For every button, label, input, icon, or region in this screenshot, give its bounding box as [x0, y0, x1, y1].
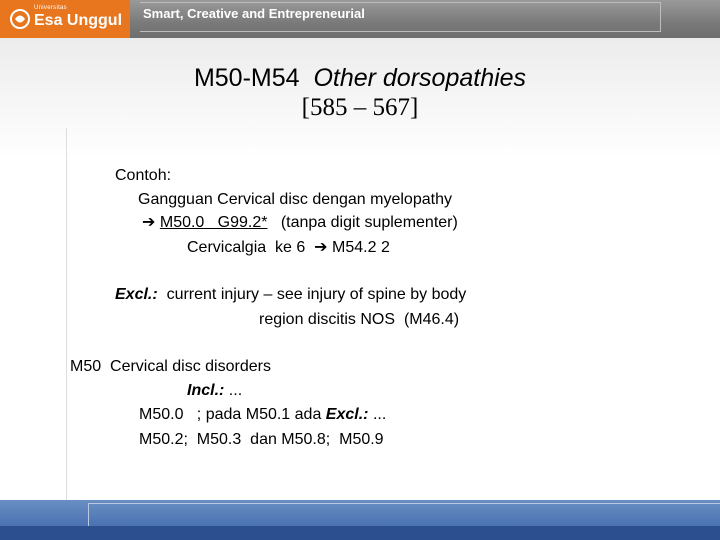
excl-line-1	[115, 285, 466, 305]
logo-name: Esa Unggul	[34, 12, 123, 29]
m50-incl	[187, 381, 242, 401]
contoh-code-2: M54.2 2	[332, 239, 390, 256]
incl-label: Incl.:	[187, 382, 225, 399]
m50-line-2: M50.2; M50.3 dan M50.8; M50.9	[139, 431, 384, 448]
university-logo	[0, 0, 130, 38]
excl-text-1: current injury – see injury of spine by body	[166, 286, 467, 303]
contoh-line-2	[142, 213, 458, 233]
header-banner	[0, 0, 720, 38]
excl-line-2: region discitis NOS (M46.4)	[259, 311, 460, 328]
m50-line-1-end: ...	[372, 406, 387, 423]
contoh-line-1: Gangguan Cervical disc dengan myelopathy	[138, 191, 452, 208]
slide-title	[0, 64, 720, 92]
contoh-label: Contoh:	[115, 167, 172, 184]
excl-label: Excl.:	[115, 286, 158, 303]
slide-page-range: [585 – 567]	[301, 94, 419, 121]
logo-small-text: Universitas	[34, 5, 67, 11]
contoh-line-3	[187, 238, 390, 258]
m50-line-1-excl: Excl.:	[325, 406, 369, 423]
contoh-note: (tanpa digit suplementer)	[280, 214, 458, 231]
contoh-code: M50.0 G99.2*	[159, 214, 268, 231]
footer-frame	[88, 503, 720, 527]
title-name: Other dorsopathies	[313, 64, 527, 92]
m50-line-1	[139, 405, 386, 425]
contoh-cervicalgia: Cervicalgia ke 6	[187, 239, 306, 256]
incl-value: ...	[228, 382, 243, 399]
m50-code: M50	[70, 358, 102, 375]
title-code: M50-M54	[193, 64, 300, 92]
frame-line	[66, 128, 67, 500]
m50-line-1-start: M50.0 ; pada M50.1 ada	[139, 406, 322, 423]
arrow-right-icon: ➔	[314, 239, 328, 256]
tagline: Smart, Creative and Entrepreneurial	[143, 6, 365, 21]
logo-emblem-icon	[10, 9, 30, 29]
arrow-right-icon: ➔	[142, 214, 156, 231]
footer-strip	[0, 526, 720, 540]
m50-title: Cervical disc disorders	[110, 358, 271, 375]
m50-heading	[70, 357, 271, 377]
